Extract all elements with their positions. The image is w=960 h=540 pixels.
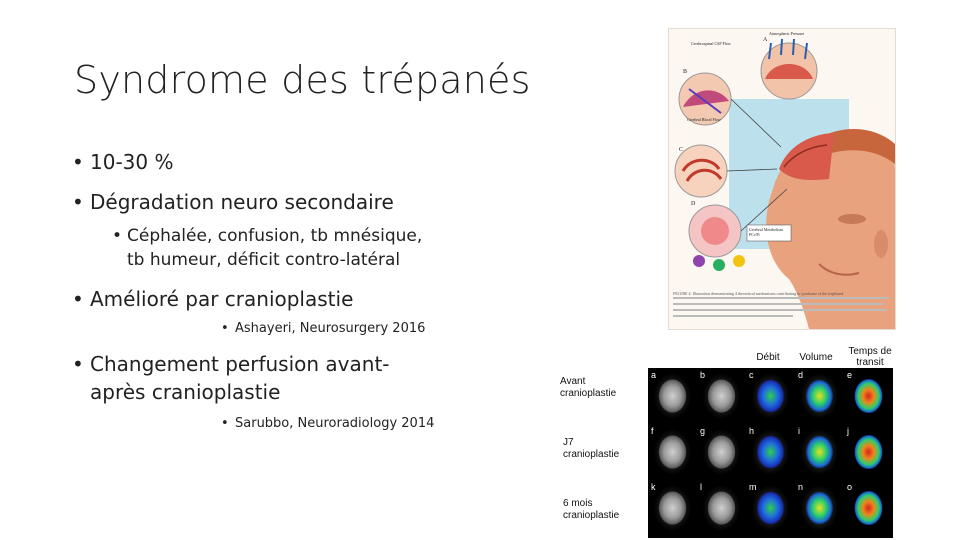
row-label-line-2: cranioplastie [560,388,617,399]
col-label-volume [794,352,838,363]
scan-cell-letter: k [651,482,656,492]
perfusion-scan-grid [648,368,893,538]
reference-text: Ashayeri, Neurosurgery 2016 [235,321,426,336]
bullet-text-line-2: après cranioplastie [90,380,281,404]
row-label-line-1: 6 mois [563,498,593,509]
scan-cell [845,425,892,477]
illustration-drawing [669,29,895,329]
bullet-text: 10-30 % [90,150,174,174]
scan-cell-letter: i [798,426,800,436]
bullet-cranioplasty [72,285,354,313]
scan-cell [747,481,794,533]
scan-cell-letter: j [847,426,849,436]
col-label-line-1: Volume [799,352,833,363]
scan-cell [649,369,696,421]
scan-cell [796,481,843,533]
bullet-text: Dégradation neuro secondaire [90,190,394,214]
scan-cell-letter: b [700,370,706,380]
scan-cell [649,481,696,533]
scan-cell [747,369,794,421]
scan-cell-letter: g [700,426,706,436]
scan-cell [796,425,843,477]
sub-bullet-line-2: tb humeur, déficit contro-latéral [127,250,401,270]
col-label-debit [748,352,788,363]
panel-letter-c: C [679,147,684,153]
reference-sarubbo [221,416,435,431]
scan-cell-letter: f [651,426,654,436]
reference-ashayeri [221,321,426,336]
label-metabolism: Cerebral Metabolism PCr/Pi [749,227,783,237]
scan-cell-letter: c [749,370,754,380]
scan-cell [845,369,892,421]
scan-cell [698,425,745,477]
bullet-incidence [72,148,174,176]
scan-cell-letter: l [700,482,702,492]
scan-cell-letter: m [749,482,757,492]
scan-cell [649,425,696,477]
scan-cell [796,369,843,421]
bullet-marker: • [221,416,229,431]
bullet-degradation [72,188,394,216]
bullet-marker: • [72,190,84,214]
label-blood-flow: Cerebral Blood Flow [687,117,721,122]
bullet-perfusion [72,350,390,406]
scan-cell-letter: d [798,370,804,380]
scan-cell-letter: h [749,426,755,436]
scan-cell-letter: n [798,482,804,492]
panel-letter-d: D [691,201,696,207]
bullet-marker: • [221,321,229,336]
row-label-line-1: J7 [563,437,574,448]
col-label-line-1: Débit [756,352,780,363]
label-csf-flow: Cerebrospinal CSF Flow [691,41,731,46]
scan-cell-letter: o [847,482,853,492]
row-label-line-2: cranioplastie [563,510,620,521]
slide-title: Syndrome des trépanés [74,58,531,102]
scan-cell [698,369,745,421]
bullet-marker: • [72,352,84,376]
row-label-line-2: cranioplastie [563,449,620,460]
scan-cell [698,481,745,533]
bullet-text-line-1: Changement perfusion avant- [90,352,390,376]
bullet-marker: • [72,287,84,311]
col-label-transit [842,346,898,368]
trephined-illustration [668,28,896,330]
row-label-before [560,376,616,400]
label-atmospheric-pressure: Atmospheric Pressure [769,31,805,36]
scan-cell-letter: e [847,370,853,380]
bullet-marker: • [112,226,123,246]
scan-cell-letter: a [651,370,657,380]
reference-text: Sarubbo, Neuroradiology 2014 [235,416,435,431]
bullet-marker: • [72,150,84,174]
row-label-j7 [563,437,619,461]
sub-bullet-symptoms [112,224,423,272]
bullet-text: Amélioré par cranioplastie [90,287,354,311]
panel-letter-a: A [763,37,768,43]
scan-cell [747,425,794,477]
row-label-6-months [563,498,619,522]
scan-cell [845,481,892,533]
panel-letter-b: B [683,69,688,75]
col-label-line-1: Temps de [848,346,892,357]
col-label-line-2: transit [856,357,884,368]
sub-bullet-line-1: Céphalée, confusion, tb mnésique, [127,226,423,246]
figure-caption: FIGURE 4. Illustration demonstrating 4 theoretical mechanisms contributing to syndrome of the trephined. [673,291,845,296]
row-label-line-1: Avant [560,376,586,387]
